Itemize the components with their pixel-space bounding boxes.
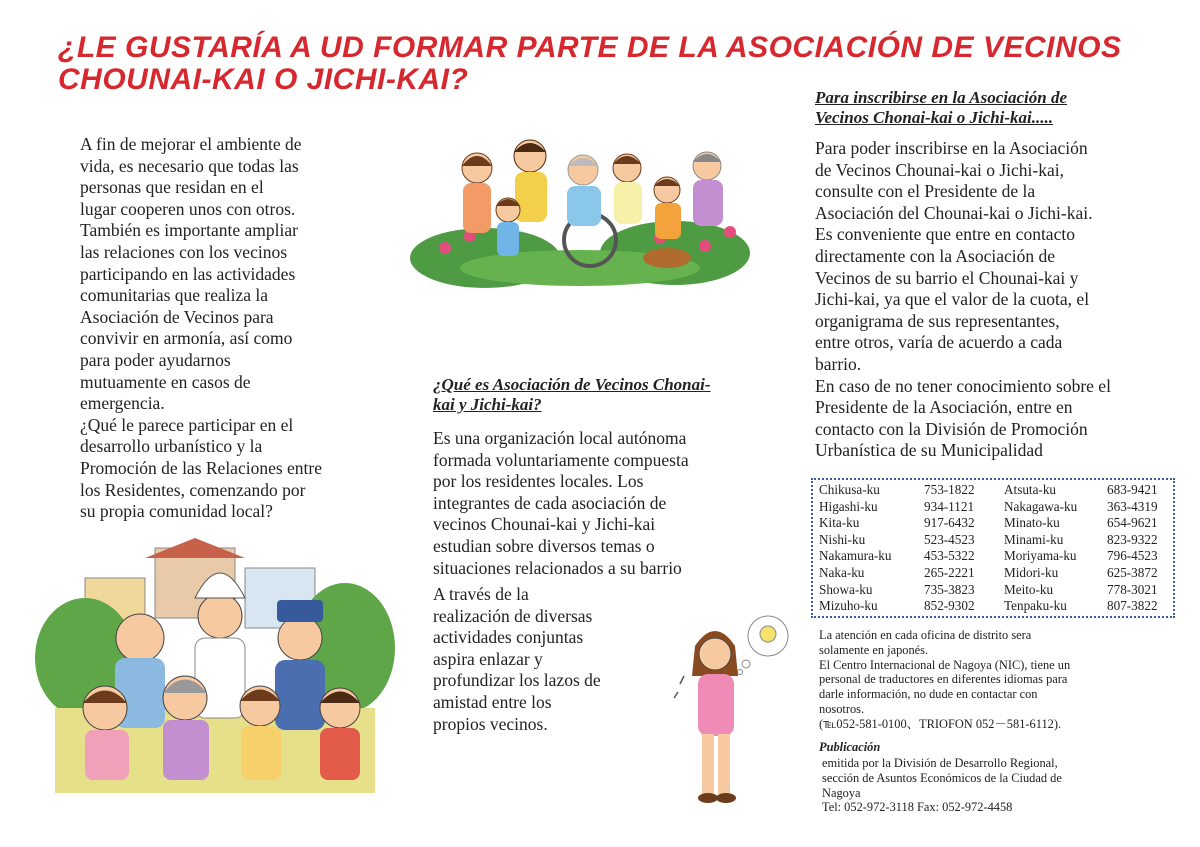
ward-phone: 265-2221: [924, 564, 975, 580]
ward-phone: 934-1121: [924, 498, 975, 514]
ward-phone: 363-4319: [1107, 498, 1158, 514]
ward-name: Nakagawa-ku: [1004, 498, 1078, 514]
paragraph-line: barrio.: [815, 353, 862, 374]
ward-phone: 735-3823: [924, 581, 975, 597]
publication-line: emitida por la División de Desarrollo Regional,: [822, 756, 1058, 770]
paragraph-line: A través de la: [433, 584, 529, 604]
family-group-illustration: [415, 128, 750, 290]
table-row: [819, 582, 1158, 599]
note-line: El Centro Internacional de Nagoya (NIC), tiene un: [819, 657, 1071, 672]
ward-name: Minato-ku: [1004, 515, 1060, 531]
paragraph-line: situaciones relacionados a su barrio: [433, 557, 682, 578]
publication-heading: Publicación: [819, 740, 881, 754]
ward-name: Tenpaku-ku: [1004, 598, 1067, 614]
publication-line: Tel: 052-972-3118 Fax: 052-972-4458: [822, 800, 1013, 815]
intro-line: desarrollo urbanístico y la: [80, 436, 263, 457]
table-row: [819, 482, 1158, 499]
paragraph-line: Presidente de la Asociación, entre en: [815, 397, 1073, 418]
ward-name: Atsuta-ku: [1004, 482, 1057, 497]
intro-line: Asociación de Vecinos para: [80, 306, 274, 327]
ward-name: Kita-ku: [819, 515, 860, 531]
title-line-1: ¿LE GUSTARÍA A UD FORMAR PARTE DE LA ASOCIACIÓN DE VECINOS: [58, 31, 1122, 64]
ward-name: Minami-ku: [1004, 531, 1064, 547]
table-row: [819, 565, 1158, 582]
intro-line: emergencia.: [80, 393, 165, 414]
note-line: solamente en japonés.: [819, 642, 929, 657]
paragraph-line: organigrama de sus representantes,: [815, 310, 1060, 331]
ward-name: Nishi-ku: [819, 531, 866, 547]
publication-line: sección de Asuntos Económicos de la Ciudad de: [822, 770, 1062, 785]
note-line: darle información, no dude en contactar con: [819, 687, 1038, 702]
paragraph-line: Es una organización local autónoma: [433, 428, 687, 448]
paragraph-line: Jichi-kai, ya que el valor de la cuota, el: [815, 289, 1090, 310]
intro-line: mutuamente en casos de: [80, 371, 251, 392]
publication-line: Nagoya: [822, 785, 861, 800]
page-title: [58, 31, 1122, 96]
ward-name: Showa-ku: [819, 581, 873, 597]
table-row: [819, 515, 1158, 532]
ward-offices-table: [811, 478, 1175, 618]
intro-line: para poder ayudarnos: [80, 349, 231, 370]
ward-phone: 823-9322: [1107, 531, 1158, 547]
paragraph-line: Vecinos de su barrio el Chounai-kai y: [815, 267, 1079, 288]
ward-phone: 852-9302: [924, 598, 975, 614]
intro-line: Promoción de las Relaciones entre: [80, 457, 323, 478]
heading-line: Para inscribirse en la Asociación de: [815, 88, 1068, 107]
ward-phone: 523-4523: [924, 531, 975, 547]
paragraph-line: En caso de no tener conocimiento sobre el: [815, 375, 1111, 396]
paragraph-line: directamente con la Asociación de: [815, 245, 1056, 266]
intro-line: vida, es necesario que todas las: [80, 155, 299, 176]
ward-phone: 778-3021: [1107, 581, 1158, 597]
neighbors-group-illustration: [45, 538, 385, 796]
ward-name: Nakamura-ku: [819, 548, 892, 564]
paragraph-line: actividades conjuntas: [433, 627, 584, 648]
heading-line: ¿Qué es Asociación de Vecinos Chonai-: [433, 375, 711, 394]
paragraph-line: amistad entre los: [433, 691, 552, 712]
heading-line: Vecinos Chonai-kai o Jichi-kai.....: [815, 108, 1054, 127]
intro-line: los Residentes, comenzando por: [80, 479, 306, 500]
paragraph-line: contacto con la División de Promoción: [815, 418, 1088, 439]
paragraph-line: estudian sobre diversos temas o: [433, 535, 655, 556]
paragraph-line: profundizar los lazos de: [433, 670, 601, 691]
intro-line: las relaciones con los vecinos: [80, 241, 288, 262]
paragraph-line: de Vecinos Chounai-kai o Jichi-kai,: [815, 159, 1064, 180]
note-line: nosotros.: [819, 701, 865, 716]
ward-phone: 753-1822: [924, 482, 975, 497]
ward-name: Mizuho-ku: [819, 598, 878, 614]
paragraph-line: Para poder inscribirse en la Asociación: [815, 138, 1088, 158]
ward-name: Naka-ku: [819, 564, 865, 580]
paragraph-line: entre otros, varía de acuerdo a cada: [815, 332, 1063, 353]
ward-phone: 654-9621: [1107, 515, 1158, 531]
paragraph-line: integrantes de cada asociación de: [433, 492, 667, 513]
paragraph-line: realización de diversas: [433, 605, 593, 626]
intro-line: participando en las actividades: [80, 263, 296, 284]
ward-name: Higashi-ku: [819, 498, 878, 514]
intro-line: personas que residan en el: [80, 177, 264, 198]
intro-line: También es importante ampliar: [80, 220, 298, 241]
paragraph-line: Asociación del Chounai-kai o Jichi-kai.: [815, 202, 1093, 223]
ward-phone: 796-4523: [1107, 548, 1158, 564]
intro-line: ¿Qué le parece participar en el: [80, 414, 294, 435]
table-row: [819, 548, 1158, 565]
woman-thinking-illustration: [670, 606, 800, 811]
intro-line: convivir en armonía, así como: [80, 328, 293, 349]
ward-name: Chikusa-ku: [819, 482, 880, 497]
note-line: (℡052-581-0100、TRIOFON 052－581-6112).: [819, 716, 1062, 731]
ward-name: Moriyama-ku: [1004, 548, 1077, 564]
publication-block: [822, 756, 1062, 815]
intro-line: su propia comunidad local?: [80, 501, 273, 522]
register-heading: [815, 88, 1067, 128]
paragraph-line: consulte con el Presidente de la: [815, 181, 1036, 202]
register-paragraph: [815, 138, 1111, 462]
paragraph-line: Es conveniente que entre en contacto: [815, 224, 1075, 245]
activities-paragraph: [433, 584, 601, 735]
ward-name: Meito-ku: [1004, 581, 1054, 597]
ward-phone: 807-3822: [1107, 598, 1158, 614]
paragraph-line: Urbanística de su Municipalidad: [815, 440, 1043, 461]
notes-block: [819, 628, 1070, 732]
ward-phone: 625-3872: [1107, 564, 1158, 580]
what-is-paragraph: [433, 428, 689, 579]
ward-phone: 917-6432: [924, 515, 975, 531]
paragraph-line: vecinos Chounai-kai y Jichi-kai: [433, 514, 656, 535]
table-row: [819, 598, 1158, 615]
title-line-2: CHOUNAI-KAI O JICHI-KAI?: [58, 63, 469, 96]
intro-line: lugar cooperen unos con otros.: [80, 198, 296, 219]
ward-phone: 453-5322: [924, 548, 975, 564]
intro-paragraph: [80, 134, 322, 523]
paragraph-line: propios vecinos.: [433, 713, 548, 734]
note-line: personal de traductores en diferentes idiomas para: [819, 672, 1068, 687]
note-line: La atención en cada oficina de distrito sera: [819, 628, 1032, 642]
table-row: [819, 532, 1158, 549]
paragraph-line: aspira enlazar y: [433, 648, 543, 669]
what-is-heading: [433, 375, 711, 415]
ward-phone: 683-9421: [1107, 482, 1158, 497]
paragraph-line: por los residentes locales. Los: [433, 471, 644, 492]
ward-name: Midori-ku: [1004, 564, 1059, 580]
paragraph-line: formada voluntariamente compuesta: [433, 449, 689, 470]
table-row: [819, 499, 1158, 516]
intro-line: A fin de mejorar el ambiente de: [80, 134, 302, 154]
heading-line: kai y Jichi-kai?: [433, 395, 542, 414]
intro-line: comunitarias que realiza la: [80, 285, 269, 306]
